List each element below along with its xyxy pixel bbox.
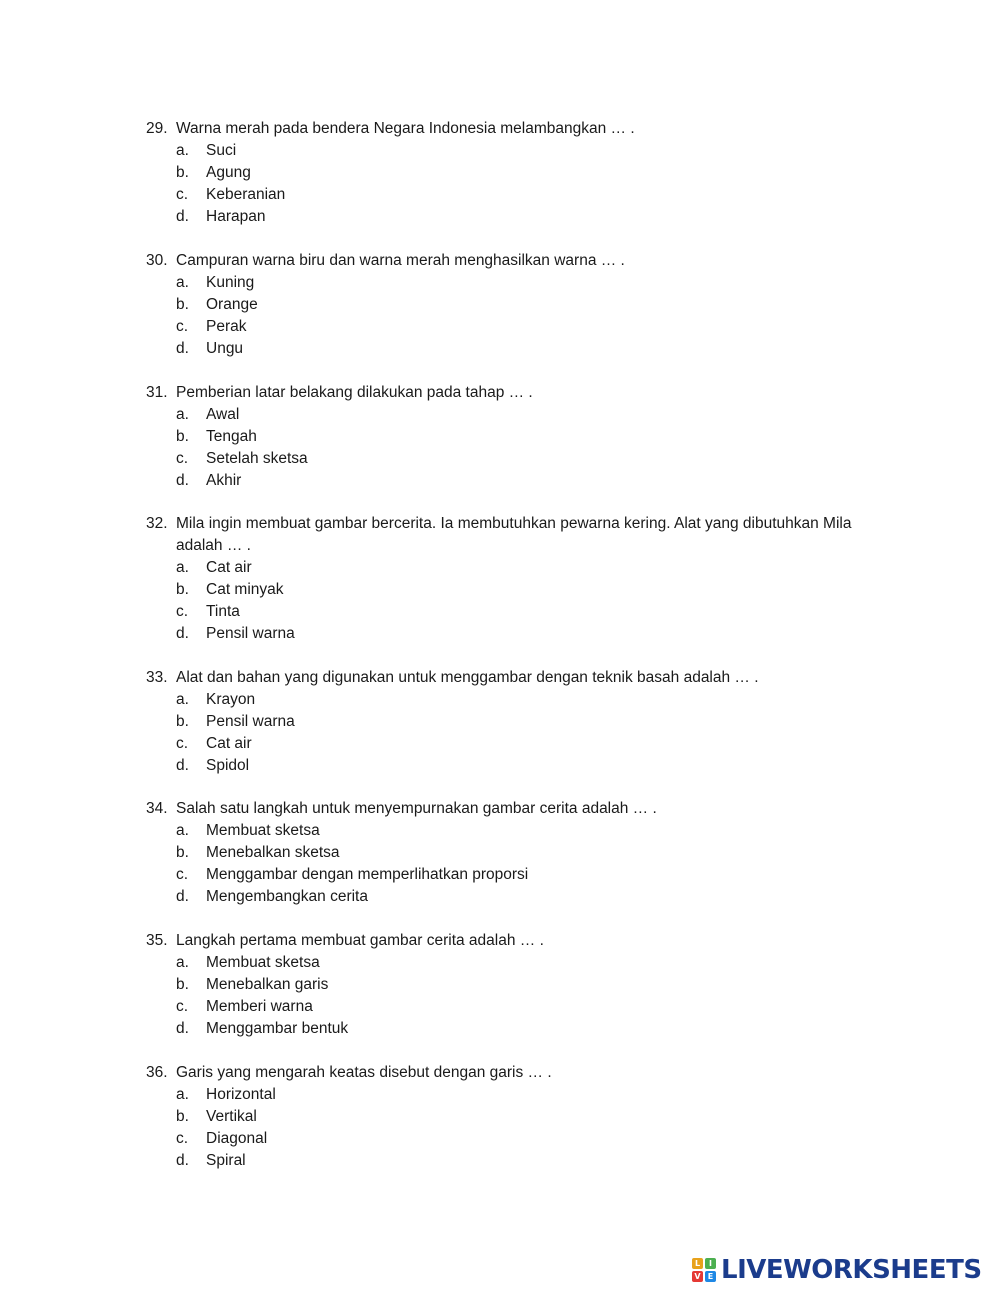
question-number: 33. — [146, 669, 168, 686]
option-d[interactable] — [146, 206, 886, 228]
option-letter: c. — [176, 1130, 189, 1147]
option-text: Kuning — [206, 274, 255, 291]
option-text: Menebalkan garis — [206, 976, 329, 993]
option-letter: c. — [176, 450, 189, 467]
option-letter: a. — [176, 559, 189, 576]
option-a[interactable] — [146, 272, 886, 294]
question-32 — [146, 513, 886, 645]
option-letter: a. — [176, 691, 189, 708]
option-d[interactable] — [146, 1150, 886, 1172]
question-31 — [146, 382, 886, 492]
option-text: Ungu — [206, 340, 244, 357]
option-c[interactable] — [146, 601, 886, 623]
option-text: Menggambar dengan memperlihatkan proporsi — [206, 866, 529, 883]
option-letter: a. — [176, 1086, 189, 1103]
option-d[interactable] — [146, 1018, 886, 1040]
question-34 — [146, 798, 886, 908]
option-text: Krayon — [206, 691, 256, 708]
option-c[interactable] — [146, 184, 886, 206]
question-text: Garis yang mengarah keatas disebut dengan garis … . — [176, 1064, 552, 1081]
option-text: Cat air — [206, 559, 252, 576]
option-b[interactable] — [146, 974, 886, 996]
question-30 — [146, 250, 886, 360]
option-text: Perak — [206, 318, 247, 335]
logo-mark-v: V — [692, 1271, 703, 1282]
option-text: Pensil warna — [206, 625, 295, 642]
option-b[interactable] — [146, 294, 886, 316]
option-b[interactable] — [146, 426, 886, 448]
option-text: Menebalkan sketsa — [206, 844, 340, 861]
option-c[interactable] — [146, 996, 886, 1018]
option-letter: a. — [176, 406, 189, 423]
option-text: Cat air — [206, 735, 252, 752]
question-text: Warna merah pada bendera Negara Indonesia melambangkan … . — [176, 120, 635, 137]
question-29 — [146, 118, 886, 228]
option-b[interactable] — [146, 1106, 886, 1128]
option-text: Membuat sketsa — [206, 954, 320, 971]
option-text: Awal — [206, 406, 240, 423]
option-text: Horizontal — [206, 1086, 276, 1103]
logo-text: LIVEWORKSHEETS — [721, 1255, 982, 1285]
option-c[interactable] — [146, 448, 886, 470]
question-36 — [146, 1062, 886, 1172]
option-text: Memberi warna — [206, 998, 313, 1015]
option-c[interactable] — [146, 1128, 886, 1150]
option-letter: a. — [176, 274, 189, 291]
option-a[interactable] — [146, 952, 886, 974]
option-text: Keberanian — [206, 186, 286, 203]
logo-mark-l: L — [692, 1258, 703, 1269]
option-letter: b. — [176, 581, 189, 598]
option-d[interactable] — [146, 886, 886, 908]
question-text: Pemberian latar belakang dilakukan pada tahap … . — [176, 384, 533, 401]
logo-mark-e: E — [705, 1271, 716, 1282]
logo-mark-icon — [692, 1258, 716, 1282]
option-text: Cat minyak — [206, 581, 284, 598]
option-text: Pensil warna — [206, 713, 295, 730]
option-a[interactable] — [146, 1084, 886, 1106]
option-a[interactable] — [146, 689, 886, 711]
option-letter: c. — [176, 318, 189, 335]
question-35 — [146, 930, 886, 1040]
option-letter: d. — [176, 888, 189, 905]
option-d[interactable] — [146, 470, 886, 492]
option-text: Mengembangkan cerita — [206, 888, 368, 905]
option-letter: b. — [176, 164, 189, 181]
option-letter: a. — [176, 142, 189, 159]
option-letter: d. — [176, 1152, 189, 1169]
option-b[interactable] — [146, 711, 886, 733]
option-text: Akhir — [206, 472, 242, 489]
option-c[interactable] — [146, 316, 886, 338]
option-letter: a. — [176, 954, 189, 971]
option-text: Vertikal — [206, 1108, 257, 1125]
option-text: Tinta — [206, 603, 240, 620]
question-text: Salah satu langkah untuk menyempurnakan gambar cerita adalah … . — [176, 800, 657, 817]
option-letter: d. — [176, 625, 189, 642]
option-letter: d. — [176, 757, 189, 774]
option-text: Setelah sketsa — [206, 450, 308, 467]
question-number: 35. — [146, 932, 168, 949]
option-text: Agung — [206, 164, 251, 181]
logo-mark-i: I — [705, 1258, 716, 1269]
option-text: Diagonal — [206, 1130, 268, 1147]
liveworksheets-logo — [692, 1255, 982, 1285]
option-letter: c. — [176, 866, 189, 883]
option-letter: c. — [176, 186, 189, 203]
option-letter: d. — [176, 472, 189, 489]
option-letter: c. — [176, 603, 189, 620]
option-text: Orange — [206, 296, 258, 313]
option-letter: d. — [176, 340, 189, 357]
option-letter: c. — [176, 735, 189, 752]
option-a[interactable] — [146, 820, 886, 842]
option-b[interactable] — [146, 579, 886, 601]
option-letter: b. — [176, 844, 189, 861]
option-text: Spiral — [206, 1152, 246, 1169]
option-c[interactable] — [146, 864, 886, 886]
option-d[interactable] — [146, 623, 886, 645]
option-letter: b. — [176, 713, 189, 730]
question-number: 32. — [146, 515, 168, 532]
option-letter: a. — [176, 822, 189, 839]
option-letter: d. — [176, 1020, 189, 1037]
option-text: Membuat sketsa — [206, 822, 320, 839]
option-letter: b. — [176, 1108, 189, 1125]
question-number: 34. — [146, 800, 168, 817]
option-d[interactable] — [146, 338, 886, 360]
question-number: 36. — [146, 1064, 168, 1081]
option-text: Spidol — [206, 757, 250, 774]
option-letter: d. — [176, 208, 189, 225]
question-number: 29. — [146, 120, 168, 137]
option-text: Tengah — [206, 428, 257, 445]
option-b[interactable] — [146, 842, 886, 864]
option-text: Suci — [206, 142, 237, 159]
question-number: 31. — [146, 384, 168, 401]
option-text: Menggambar bentuk — [206, 1020, 349, 1037]
option-b[interactable] — [146, 162, 886, 184]
option-d[interactable] — [146, 755, 886, 777]
option-c[interactable] — [146, 733, 886, 755]
question-33 — [146, 667, 886, 777]
option-a[interactable] — [146, 404, 886, 426]
option-letter: c. — [176, 998, 189, 1015]
option-letter: b. — [176, 296, 189, 313]
question-text: Mila ingin membuat gambar bercerita. Ia membutuhkan pewarna kering. Alat yang dibutuhkan Mila adalah … . — [176, 515, 852, 554]
question-text: Alat dan bahan yang digunakan untuk menggambar dengan teknik basah adalah … . — [176, 669, 759, 686]
option-letter: b. — [176, 976, 189, 993]
question-text: Campuran warna biru dan warna merah menghasilkan warna … . — [176, 252, 625, 269]
option-text: Harapan — [206, 208, 266, 225]
option-letter: b. — [176, 428, 189, 445]
option-a[interactable] — [146, 557, 886, 579]
question-text: Langkah pertama membuat gambar cerita adalah … . — [176, 932, 544, 949]
option-a[interactable] — [146, 140, 886, 162]
question-number: 30. — [146, 252, 168, 269]
